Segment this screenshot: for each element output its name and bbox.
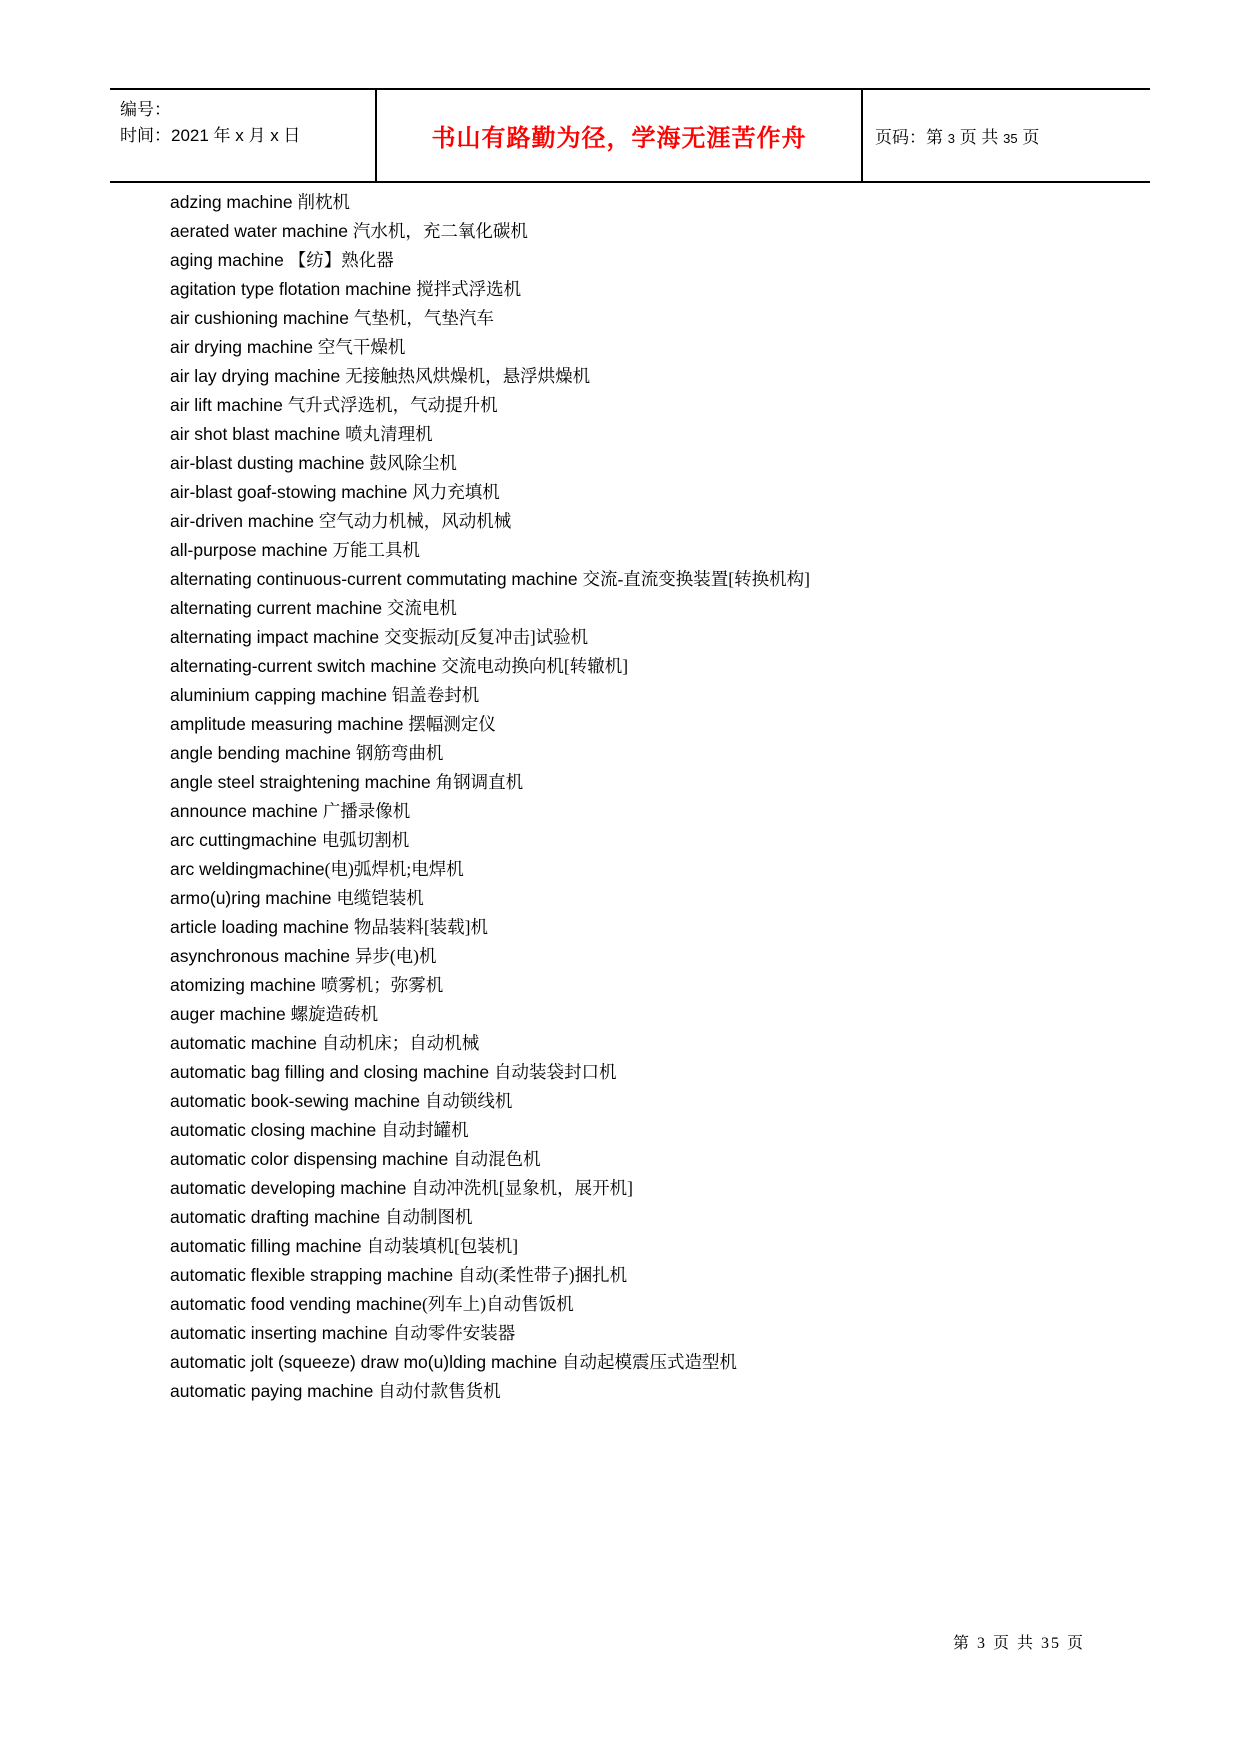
dictionary-entry (170, 333, 1170, 362)
dictionary-entry (170, 1029, 1170, 1058)
entry-term-en: alternating current machine (170, 598, 387, 618)
entry-definition-zh: 气升式浮选机，气动提升机 (287, 395, 498, 415)
dictionary-entry (170, 420, 1170, 449)
entry-definition-zh: 自动机床；自动机械 (321, 1033, 480, 1053)
entry-term-en: air lay drying machine (170, 366, 346, 386)
footer-label-mid: 页 共 (986, 1635, 1041, 1652)
entry-definition-zh: 搅拌式浮选机 (416, 279, 522, 299)
dictionary-entry (170, 188, 1170, 217)
entry-term-en: amplitude measuring machine (170, 714, 409, 734)
entry-definition-zh: (列车上)自动售饭机 (421, 1294, 574, 1314)
dictionary-entry (170, 217, 1170, 246)
entry-term-en: announce machine (170, 801, 323, 821)
dictionary-entry (170, 652, 1170, 681)
entry-term-en: aluminium capping machine (170, 685, 392, 705)
doc-date-label: 时间：2021 年 x 月 x 日 (120, 126, 301, 145)
entry-term-en: air cushioning machine (170, 308, 354, 328)
entry-term-en: adzing machine (170, 192, 298, 212)
entry-definition-zh: 铝盖卷封机 (391, 685, 480, 705)
page-number-field (875, 123, 1039, 148)
header-left-cell (110, 90, 375, 181)
dictionary-entry (170, 1232, 1170, 1261)
dictionary-entry (170, 391, 1170, 420)
entry-term-en: article loading machine (170, 917, 354, 937)
dictionary-entry (170, 739, 1170, 768)
entry-definition-zh: 钢筋弯曲机 (355, 743, 444, 763)
entry-definition-zh: 电弧切割机 (321, 830, 410, 850)
entry-term-en: automatic food vending machine (170, 1294, 422, 1314)
dictionary-entry (170, 681, 1170, 710)
entry-term-en: angle steel straightening machine (170, 772, 436, 792)
entry-definition-zh: 空气干燥机 (317, 337, 406, 357)
entry-term-en: air lift machine (170, 395, 288, 415)
dictionary-entry (170, 275, 1170, 304)
entry-term-en: air-blast dusting machine (170, 453, 370, 473)
entry-term-en: automatic bag filling and closing machine (170, 1062, 494, 1082)
entry-definition-zh: 自动混色机 (453, 1149, 541, 1169)
entry-definition-zh: 喷雾机；弥雾机 (320, 975, 444, 995)
entry-term-en: atomizing machine (170, 975, 321, 995)
footer-label-suffix: 页 (1060, 1635, 1085, 1652)
entry-definition-zh: 自动封罐机 (381, 1120, 469, 1140)
dictionary-entry (170, 797, 1170, 826)
entry-term-en: aerated water machine (170, 221, 353, 241)
entry-definition-zh: 汽水机，充二氧化碳机 (352, 221, 528, 241)
entry-definition-zh: 风力充填机 (412, 482, 500, 502)
entry-definition-zh: 削枕机 (297, 192, 350, 212)
page-label-mid: 页 共 (954, 128, 1004, 147)
dictionary-entry (170, 362, 1170, 391)
entry-definition-zh: 物品装料[装载]机 (353, 917, 489, 937)
entry-term-en: automatic inserting machine (170, 1323, 393, 1343)
dictionary-entry (170, 246, 1170, 275)
dictionary-entry (170, 855, 1170, 884)
entry-term-en: automatic developing machine (170, 1178, 412, 1198)
header-motto: 书山有路勤为径，学海无涯苦作舟 (431, 126, 807, 152)
entry-term-en: asynchronous machine (170, 946, 355, 966)
header-right-cell (863, 90, 1150, 181)
entry-term-en: automatic machine (170, 1033, 322, 1053)
dictionary-entry (170, 449, 1170, 478)
dictionary-entry (170, 913, 1170, 942)
entry-term-en: automatic jolt (squeeze) draw mo(u)lding machine (170, 1352, 562, 1372)
dictionary-entry (170, 1116, 1170, 1145)
entry-term-en: alternating impact machine (170, 627, 384, 647)
header-center-cell (375, 90, 863, 181)
entry-definition-zh: 自动零件安装器 (392, 1323, 516, 1343)
entry-term-en: automatic flexible strapping machine (170, 1265, 458, 1285)
entry-definition-zh: 广播录像机 (322, 801, 411, 821)
entry-term-en: aging machine (170, 250, 289, 270)
entry-term-en: agitation type flotation machine (170, 279, 417, 299)
entry-term-en: armo(u)ring machine (170, 888, 337, 908)
dictionary-entry (170, 304, 1170, 333)
entry-definition-zh: 电缆铠装机 (336, 888, 424, 908)
dictionary-entry (170, 1000, 1170, 1029)
entry-term-en: air shot blast machine (170, 424, 346, 444)
entry-definition-zh: 无接触热风烘燥机，悬浮烘燥机 (345, 366, 591, 386)
entry-term-en: automatic closing machine (170, 1120, 382, 1140)
dictionary-entry (170, 826, 1170, 855)
dictionary-entry (170, 1377, 1170, 1406)
entry-term-en: alternating continuous-current commutating machine (170, 569, 583, 589)
dictionary-entry (170, 565, 1170, 594)
entry-definition-zh: 自动锁线机 (424, 1091, 513, 1111)
dictionary-entry (170, 1319, 1170, 1348)
entry-term-en: air-driven machine (170, 511, 319, 531)
entry-definition-zh: 螺旋造砖机 (290, 1004, 379, 1024)
dictionary-entry (170, 1145, 1170, 1174)
entry-term-en: automatic filling machine (170, 1236, 367, 1256)
entry-term-en: auger machine (170, 1004, 291, 1024)
entry-definition-zh: 交变振动[反复冲击]试验机 (384, 627, 589, 647)
entry-definition-zh: 自动起模震压式造型机 (561, 1352, 737, 1372)
dictionary-entry (170, 1174, 1170, 1203)
entry-term-en: all-purpose machine (170, 540, 333, 560)
dictionary-entry (170, 1290, 1170, 1319)
entry-definition-zh: 交流电动换向机[转辙机] (441, 656, 629, 676)
page-total-number: 35 (1003, 131, 1018, 146)
entry-term-en: arc weldingmachine (170, 859, 325, 879)
entry-term-en: alternating-current switch machine (170, 656, 442, 676)
entry-term-en: automatic book-sewing machine (170, 1091, 425, 1111)
dictionary-entry (170, 884, 1170, 913)
entry-term-en: automatic drafting machine (170, 1207, 385, 1227)
entry-definition-zh: 自动装填机[包装机] (366, 1236, 519, 1256)
dictionary-entry (170, 942, 1170, 971)
entry-definition-zh: 角钢调直机 (435, 772, 524, 792)
document-header (110, 88, 1150, 183)
entry-definition-zh: 摆幅测定仪 (408, 714, 496, 734)
dictionary-entry (170, 594, 1170, 623)
doc-number-label: 编号： (120, 100, 171, 119)
page-label-prefix: 页码：第 (875, 128, 948, 147)
dictionary-list (170, 188, 1170, 1406)
entry-definition-zh: 喷丸清理机 (345, 424, 433, 444)
entry-term-en: arc cuttingmachine (170, 830, 322, 850)
entry-definition-zh: 交流-直流变换装置[转换机构] (582, 569, 810, 589)
entry-definition-zh: 交流电机 (386, 598, 457, 618)
dictionary-entry (170, 507, 1170, 536)
entry-term-en: air drying machine (170, 337, 318, 357)
entry-definition-zh: 自动制图机 (384, 1207, 473, 1227)
footer-current-number: 3 (976, 1635, 987, 1652)
entry-definition-zh: 自动装袋封口机 (493, 1062, 617, 1082)
footer-label-prefix: 第 (952, 1635, 977, 1652)
entry-definition-zh: (电)弧焊机;电焊机 (324, 859, 464, 879)
dictionary-entry (170, 1203, 1170, 1232)
entry-definition-zh: 异步(电)机 (354, 946, 437, 966)
entry-definition-zh: 气垫机，气垫汽车 (353, 308, 494, 328)
dictionary-entry (170, 478, 1170, 507)
dictionary-entry (170, 623, 1170, 652)
entry-definition-zh: 【纺】熟化器 (288, 250, 394, 270)
dictionary-entry (170, 1261, 1170, 1290)
entry-term-en: air-blast goaf-stowing machine (170, 482, 413, 502)
page-label-suffix: 页 (1017, 128, 1040, 147)
footer-total-number: 35 (1040, 1635, 1061, 1652)
dictionary-entry (170, 768, 1170, 797)
entry-term-en: automatic color dispensing machine (170, 1149, 454, 1169)
entry-term-en: automatic paying machine (170, 1381, 379, 1401)
dictionary-entry (170, 536, 1170, 565)
dictionary-entry (170, 1058, 1170, 1087)
entry-definition-zh: 鼓风除尘机 (369, 453, 457, 473)
entry-definition-zh: 万能工具机 (332, 540, 420, 560)
entry-term-en: angle bending machine (170, 743, 356, 763)
dictionary-entry (170, 1087, 1170, 1116)
dictionary-entry (170, 1348, 1170, 1377)
entry-definition-zh: 自动(柔性带子)捆扎机 (457, 1265, 628, 1285)
entry-definition-zh: 空气动力机械，风动机械 (318, 511, 512, 531)
entry-definition-zh: 自动付款售货机 (378, 1381, 501, 1401)
dictionary-entry (170, 971, 1170, 1000)
page-current-number: 3 (947, 131, 955, 146)
entry-definition-zh: 自动冲洗机[显象机，展开机] (411, 1178, 633, 1198)
dictionary-entry (170, 710, 1170, 739)
page-footer (953, 1630, 1085, 1653)
